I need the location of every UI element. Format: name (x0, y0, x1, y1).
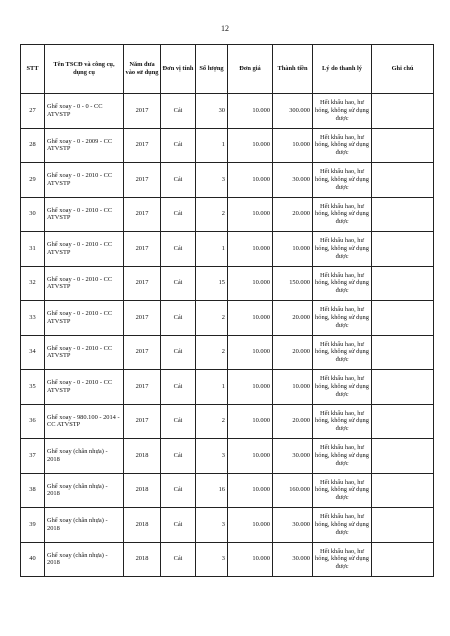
table-row (21, 439, 434, 474)
table-row (21, 508, 434, 543)
cell-stt: 35 (21, 370, 45, 405)
cell-stt: 33 (21, 301, 45, 336)
cell-unit-price: 10.000 (228, 404, 273, 439)
cell-unit-price: 10.000 (228, 197, 273, 232)
cell-name: Ghế xoay (chân nhựa) - 2018 (45, 508, 124, 543)
cell-name: Ghế xoay - 0 - 2010 - CC ATVSTP (45, 163, 124, 198)
cell-name: Ghế xoay - 0 - 0 - CC ATVSTP (45, 94, 124, 129)
cell-note (372, 370, 434, 405)
table-row (21, 163, 434, 198)
cell-note (372, 232, 434, 267)
cell-quantity: 1 (196, 128, 228, 163)
cell-reason: Hết khấu hao, hư hỏng, không sử dụng được (313, 508, 372, 543)
cell-note (372, 266, 434, 301)
page-number: 12 (221, 24, 229, 33)
cell-stt: 28 (21, 128, 45, 163)
cell-unit: Cái (161, 197, 196, 232)
header-stt: STT (21, 45, 45, 94)
table-row (21, 542, 434, 577)
cell-quantity: 1 (196, 370, 228, 405)
cell-year: 2017 (124, 94, 161, 129)
cell-total: 300.000 (273, 94, 313, 129)
cell-quantity: 3 (196, 439, 228, 474)
cell-unit-price: 10.000 (228, 163, 273, 198)
cell-name: Ghế xoay - 0 - 2010 - CC ATVSTP (45, 232, 124, 267)
cell-year: 2017 (124, 197, 161, 232)
table-row (21, 197, 434, 232)
cell-quantity: 15 (196, 266, 228, 301)
cell-unit: Cái (161, 163, 196, 198)
cell-name: Ghế xoay - 0 - 2010 - CC ATVSTP (45, 266, 124, 301)
table-header-row (21, 45, 434, 94)
cell-year: 2018 (124, 473, 161, 508)
cell-name: Ghế xoay - 0 - 2010 - CC ATVSTP (45, 301, 124, 336)
cell-total: 160.000 (273, 473, 313, 508)
cell-note (372, 542, 434, 577)
cell-total: 20.000 (273, 197, 313, 232)
cell-quantity: 3 (196, 163, 228, 198)
cell-unit: Cái (161, 128, 196, 163)
cell-quantity: 2 (196, 335, 228, 370)
header-name: Tên TSCĐ và công cụ, dụng cụ (45, 45, 124, 94)
cell-note (372, 301, 434, 336)
cell-quantity: 16 (196, 473, 228, 508)
cell-year: 2017 (124, 128, 161, 163)
cell-note (372, 94, 434, 129)
table-row (21, 128, 434, 163)
cell-reason: Hết khấu hao, hư hỏng, không sử dụng được (313, 232, 372, 267)
cell-note (372, 128, 434, 163)
cell-quantity: 30 (196, 94, 228, 129)
cell-unit: Cái (161, 301, 196, 336)
cell-total: 30.000 (273, 508, 313, 543)
cell-total: 10.000 (273, 232, 313, 267)
asset-disposal-table (20, 44, 434, 577)
cell-stt: 39 (21, 508, 45, 543)
cell-quantity: 2 (196, 404, 228, 439)
cell-reason: Hết khấu hao, hư hỏng, không sử dụng được (313, 266, 372, 301)
cell-reason: Hết khấu hao, hư hỏng, không sử dụng được (313, 301, 372, 336)
cell-unit-price: 10.000 (228, 508, 273, 543)
cell-quantity: 3 (196, 508, 228, 543)
cell-quantity: 3 (196, 542, 228, 577)
table-row (21, 404, 434, 439)
cell-unit-price: 10.000 (228, 232, 273, 267)
cell-name: Ghế xoay (chân nhựa) - 2018 (45, 473, 124, 508)
cell-unit: Cái (161, 473, 196, 508)
cell-unit-price: 10.000 (228, 301, 273, 336)
cell-stt: 29 (21, 163, 45, 198)
cell-reason: Hết khấu hao, hư hỏng, không sử dụng được (313, 335, 372, 370)
cell-total: 20.000 (273, 404, 313, 439)
cell-stt: 30 (21, 197, 45, 232)
cell-total: 30.000 (273, 542, 313, 577)
cell-name: Ghế xoay - 980.100 - 2014 - CC ATVSTP (45, 404, 124, 439)
cell-total: 30.000 (273, 439, 313, 474)
cell-total: 30.000 (273, 163, 313, 198)
cell-year: 2017 (124, 232, 161, 267)
cell-name: Ghế xoay - 0 - 2010 - CC ATVSTP (45, 197, 124, 232)
cell-stt: 32 (21, 266, 45, 301)
cell-total: 10.000 (273, 370, 313, 405)
table-row (21, 473, 434, 508)
header-reason: Lý do thanh lý (313, 45, 372, 94)
header-unit: Đơn vị tính (161, 45, 196, 94)
cell-quantity: 2 (196, 197, 228, 232)
cell-year: 2017 (124, 404, 161, 439)
cell-year: 2017 (124, 301, 161, 336)
cell-total: 150.000 (273, 266, 313, 301)
cell-year: 2018 (124, 439, 161, 474)
cell-stt: 37 (21, 439, 45, 474)
header-unit-price: Đơn giá (228, 45, 273, 94)
cell-stt: 40 (21, 542, 45, 577)
cell-note (372, 508, 434, 543)
cell-unit: Cái (161, 370, 196, 405)
cell-total: 20.000 (273, 335, 313, 370)
cell-reason: Hết khấu hao, hư hỏng, không sử dụng được (313, 473, 372, 508)
table-row (21, 370, 434, 405)
cell-reason: Hết khấu hao, hư hỏng, không sử dụng được (313, 370, 372, 405)
cell-quantity: 1 (196, 232, 228, 267)
table-row (21, 301, 434, 336)
cell-note (372, 335, 434, 370)
cell-name: Ghế xoay - 0 - 2009 - CC ATVSTP (45, 128, 124, 163)
table-body (21, 94, 434, 577)
cell-name: Ghế xoay (chân nhựa) - 2018 (45, 439, 124, 474)
cell-stt: 36 (21, 404, 45, 439)
cell-year: 2017 (124, 266, 161, 301)
cell-stt: 34 (21, 335, 45, 370)
cell-year: 2017 (124, 163, 161, 198)
cell-unit-price: 10.000 (228, 335, 273, 370)
cell-name: Ghế xoay - 0 - 2010 - CC ATVSTP (45, 370, 124, 405)
header-total: Thành tiền (273, 45, 313, 94)
table-row (21, 94, 434, 129)
cell-name: Ghế xoay (chân nhựa) - 2018 (45, 542, 124, 577)
cell-unit-price: 10.000 (228, 266, 273, 301)
cell-unit: Cái (161, 266, 196, 301)
cell-quantity: 2 (196, 301, 228, 336)
cell-note (372, 197, 434, 232)
cell-unit: Cái (161, 542, 196, 577)
cell-year: 2018 (124, 542, 161, 577)
cell-total: 10.000 (273, 128, 313, 163)
cell-unit-price: 10.000 (228, 473, 273, 508)
cell-total: 20.000 (273, 301, 313, 336)
cell-reason: Hết khấu hao, hư hỏng, không sử dụng được (313, 404, 372, 439)
cell-unit: Cái (161, 94, 196, 129)
cell-unit: Cái (161, 439, 196, 474)
cell-unit-price: 10.000 (228, 542, 273, 577)
cell-note (372, 439, 434, 474)
table-row (21, 335, 434, 370)
cell-reason: Hết khấu hao, hư hỏng, không sử dụng được (313, 94, 372, 129)
header-note: Ghi chú (372, 45, 434, 94)
cell-stt: 31 (21, 232, 45, 267)
cell-note (372, 404, 434, 439)
cell-unit: Cái (161, 335, 196, 370)
cell-name: Ghế xoay - 0 - 2010 - CC ATVSTP (45, 335, 124, 370)
cell-unit-price: 10.000 (228, 439, 273, 474)
cell-note (372, 473, 434, 508)
table-row (21, 266, 434, 301)
cell-unit-price: 10.000 (228, 94, 273, 129)
cell-unit: Cái (161, 232, 196, 267)
cell-unit: Cái (161, 404, 196, 439)
cell-stt: 38 (21, 473, 45, 508)
header-year: Năm đưa vào sử dụng (124, 45, 161, 94)
header-quantity: Số lượng (196, 45, 228, 94)
cell-reason: Hết khấu hao, hư hỏng, không sử dụng được (313, 128, 372, 163)
cell-year: 2018 (124, 508, 161, 543)
cell-unit-price: 10.000 (228, 128, 273, 163)
cell-unit-price: 10.000 (228, 370, 273, 405)
cell-reason: Hết khấu hao, hư hỏng, không sử dụng được (313, 163, 372, 198)
cell-unit: Cái (161, 508, 196, 543)
cell-year: 2017 (124, 335, 161, 370)
cell-reason: Hết khấu hao, hư hỏng, không sử dụng được (313, 197, 372, 232)
cell-stt: 27 (21, 94, 45, 129)
cell-note (372, 163, 434, 198)
table-row (21, 232, 434, 267)
cell-year: 2017 (124, 370, 161, 405)
cell-reason: Hết khấu hao, hư hỏng, không sử dụng được (313, 542, 372, 577)
cell-reason: Hết khấu hao, hư hỏng, không sử dụng được (313, 439, 372, 474)
